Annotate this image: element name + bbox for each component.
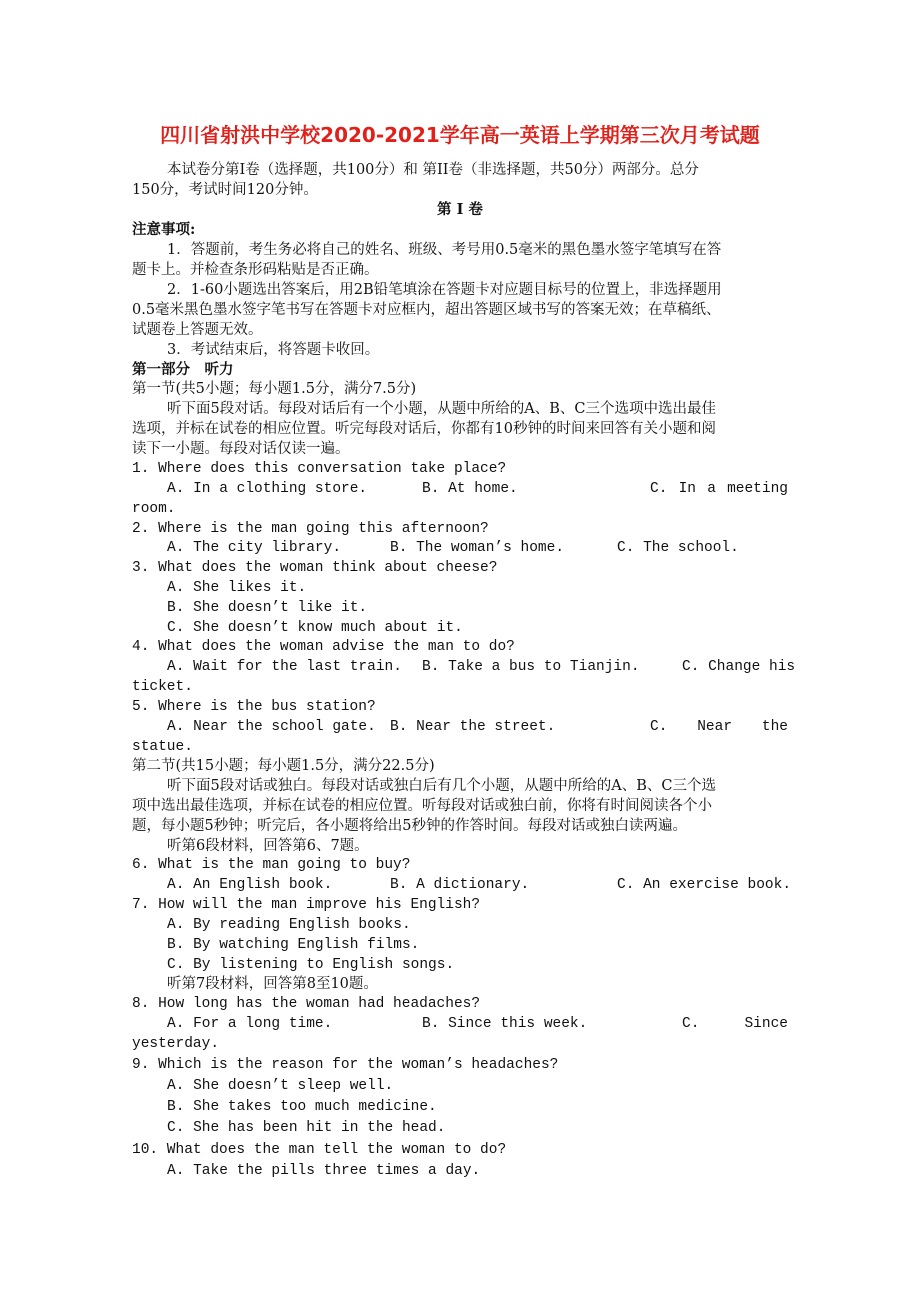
option-c-part: In [678,481,696,497]
option-b: B. The woman’s home. [390,540,565,556]
option-b: B. Take a bus to Tianjin. [422,659,640,675]
option-c-part: the [761,719,788,735]
option-c: C. By listening to English songs. [167,957,455,973]
note-line: 0.5毫米黑色墨水签字笔书写在答题卡对应框内，超出答题区域书写的答案无效；在草稿纸、 [132,302,721,318]
volume-heading: 第 Ⅰ 卷 [437,201,483,218]
option-c [650,479,788,499]
option-c-part: C. [650,481,668,497]
option-b: B. By watching English films. [167,937,420,953]
option-a: A. The city library. [167,540,342,556]
option-a: A. Take the pills three times a day. [167,1163,481,1179]
option-a: A. She likes it. [167,580,307,596]
option-c-part: C. [650,719,668,735]
option-c-part: meeting [727,481,788,497]
intro-line-1: 本试卷分第Ⅰ卷（选择题，共100分）和 第II卷（非选择题，共50分）两部分。总分 [167,162,699,178]
option-b: B. She takes too much medicine. [167,1099,437,1115]
option-c-wrap: yesterday. [132,1036,220,1052]
directions-line: 题，每小题5秒钟；听完后，各小题将给出5秒钟的作答时间。每段对话或独白读两遍。 [132,818,687,834]
directions-line: 读下一小题。每段对话仅读一遍。 [132,441,350,457]
option-c: C. She has been hit in the head. [167,1120,446,1136]
question-stem: 4. What does the woman advise the man to do? [132,639,515,655]
page-title: 四川省射洪中学校2020-2021学年高一英语上学期第三次月考试题 [160,123,760,147]
option-a: A. Wait for the last train. [167,659,402,675]
note-line: 题卡上。并检查条形码粘贴是否正确。 [132,262,379,278]
option-b: B. She doesn’t like it. [167,600,368,616]
intro-line-2: 150分，考试时间120分钟。 [132,182,318,198]
option-b: B. A dictionary. [390,877,530,893]
option-c-wrap: room. [132,501,176,517]
note-line: 2．1-60小题选出答案后，用2B铅笔填涂在答题卡对应题目标号的位置上，非选择题用 [167,282,722,298]
question-stem: 7. How will the man improve his English? [132,897,481,913]
option-c: C. The school. [617,540,739,556]
option-a: A. By reading English books. [167,917,411,933]
question-stem: 6. What is the man going to buy? [132,857,411,873]
option-c-part: Since [744,1016,788,1032]
option-a: A. Near the school gate. [167,719,376,735]
option-c-part: a [707,481,716,497]
directions-line: 听下面5段对话或独白。每段对话或独白后有几个小题，从题中所给的A、B、C三个选 [167,778,716,794]
directions-line: 听下面5段对话。每段对话后有一个小题，从题中所给的A、B、C三个选项中选出最佳 [167,401,716,417]
part-heading: 第一部分 听力 [132,361,234,378]
option-b: B. Near the street. [390,719,556,735]
note-line: 试题卷上答题无效。 [132,322,263,338]
notes-heading: 注意事项: [132,221,196,238]
section-heading: 第二节(共15小题；每小题1.5分，满分22.5分) [132,758,435,774]
question-stem: 9. Which is the reason for the woman’s headaches? [132,1057,559,1073]
question-stem: 1. Where does this conversation take place? [132,461,507,477]
material-note: 听第6段材料，回答第6、7题。 [167,838,369,854]
material-note: 听第7段材料，回答第8至10题。 [167,976,378,992]
option-c-part: Near [697,719,733,735]
option-a: A. For a long time. [167,1016,333,1032]
option-c: C. An exercise book. [617,877,792,893]
option-b: B. At home. [422,481,518,497]
option-c-wrap: statue. [132,739,193,755]
option-c [682,1014,788,1034]
question-stem: 8. How long has the woman had headaches? [132,996,481,1012]
option-c: C. Change his [682,659,796,675]
option-a: A. She doesn’t sleep well. [167,1078,394,1094]
option-a: A. An English book. [167,877,333,893]
question-stem: 5. Where is the bus station? [132,699,376,715]
option-b: B. Since this week. [422,1016,588,1032]
option-c-part: C. [682,1016,700,1032]
note-line: 1．答题前，考生务必将自己的姓名、班级、考号用0.5毫米的黑色墨水签字笔填写在答 [167,242,722,258]
option-c: C. She doesn’t know much about it. [167,620,463,636]
question-stem: 10. What does the man tell the woman to do? [132,1142,507,1158]
note-line: 3．考试结束后，将答题卡收回。 [167,342,380,358]
option-c [650,717,788,737]
question-stem: 3. What does the woman think about cheese? [132,560,498,576]
option-c-wrap: ticket. [132,679,193,695]
directions-line: 项中选出最佳选项，并标在试卷的相应位置。听每段对话或独白前，你将有时间阅读各个小 [132,798,712,814]
section-heading: 第一节(共5小题；每小题1.5分，满分7.5分) [132,381,417,397]
question-stem: 2. Where is the man going this afternoon? [132,521,489,537]
directions-line: 选项，并标在试卷的相应位置。听完每段对话后，你都有10秒钟的时间来回答有关小题和阅 [132,421,716,437]
option-a: A. In a clothing store. [167,481,368,497]
